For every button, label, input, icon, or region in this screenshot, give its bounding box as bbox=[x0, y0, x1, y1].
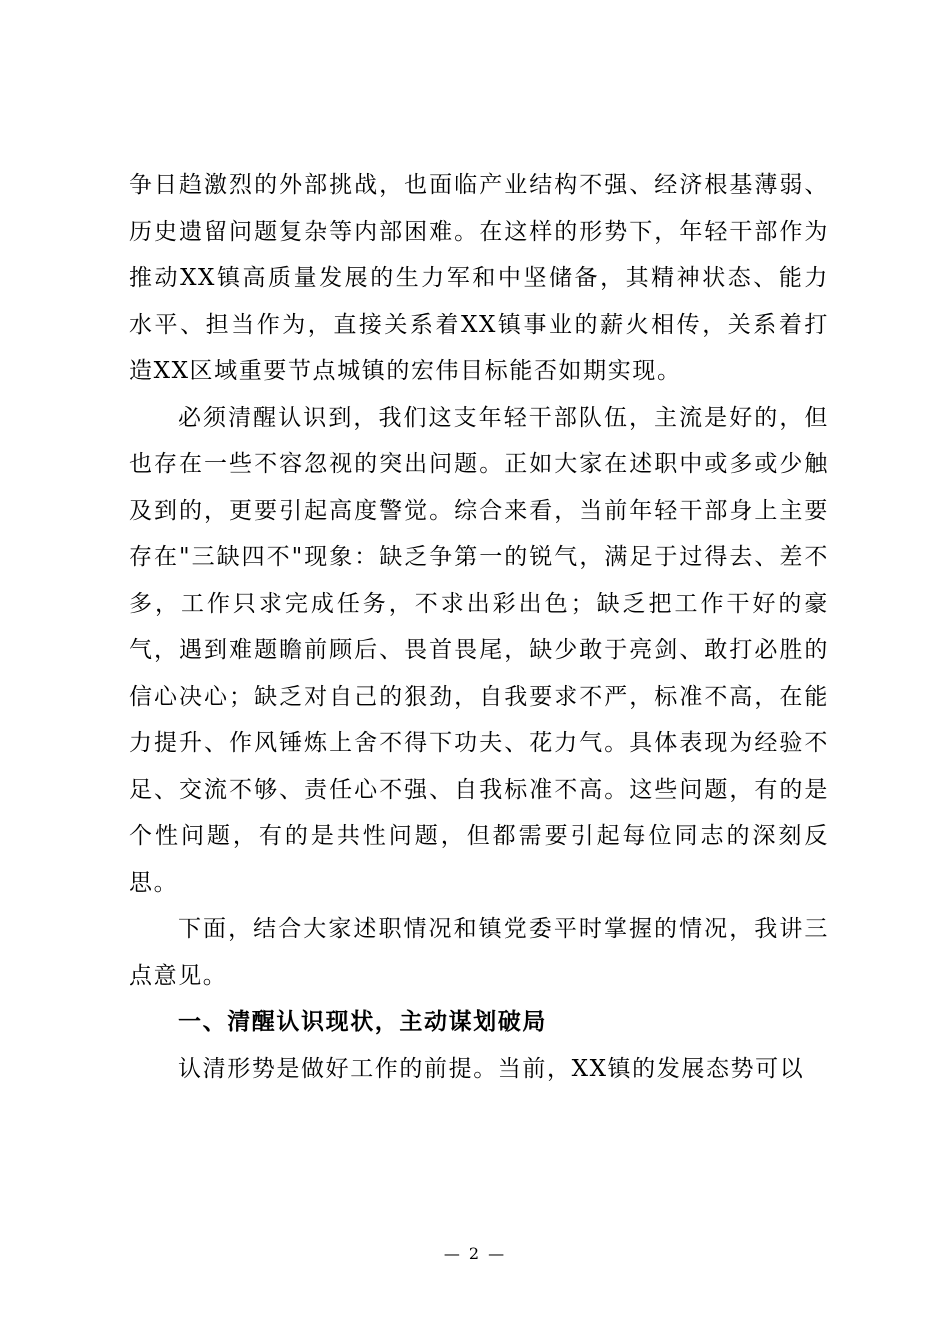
paragraph-continuation: 争日趋激烈的外部挑战，也面临产业结构不强、经济根基薄弱、历史遗留问题复杂等内部困难。在这样的形势下，年轻干部作为推动XX镇高质量发展的生力军和中坚储备，其精神状态、能力水平、担当作为，直接关系着XX镇事业的薪火相传，关系着打造XX区域重要节点城镇的宏伟目标能否如期实现。 bbox=[129, 172, 829, 384]
document-body bbox=[129, 162, 829, 1092]
paragraph-problems: 必须清醒认识到，我们这支年轻干部队伍，主流是好的，但也存在一些不容忽视的突出问题。正如大家在述职中或多或少触及到的，更要引起高度警觉。综合来看，当前年轻干部身上主要存在"三缺四不"现象：缺乏争第一的锐气，满足于过得去、差不多，工作只求完成任务，不求出彩出色；缺乏把工作干好的豪气，遇到难题瞻前顾后、畏首畏尾，缺少敢于亮剑、敢打必胜的信心决心；缺乏对自己的狠劲，自我要求不严，标准不高，在能力提升、作风锤炼上舍不得下功夫、花力气。具体表现为经验不足、交流不够、责任心不强、自我标准不高。这些问题，有的是个性问题，有的是共性问题，但都需要引起每位同志的深刻反思。 bbox=[129, 404, 829, 896]
paragraph-section-start: 认清形势是做好工作的前提。当前，XX镇的发展态势可以 bbox=[178, 1055, 805, 1082]
section-heading: 一、清醒认识现状，主动谋划破局 bbox=[178, 1008, 547, 1035]
page-number: — 2 — bbox=[443, 1244, 507, 1263]
paragraph-intro-opinions: 下面，结合大家述职情况和镇党委平时掌握的情况，我讲三点意见。 bbox=[129, 916, 829, 989]
